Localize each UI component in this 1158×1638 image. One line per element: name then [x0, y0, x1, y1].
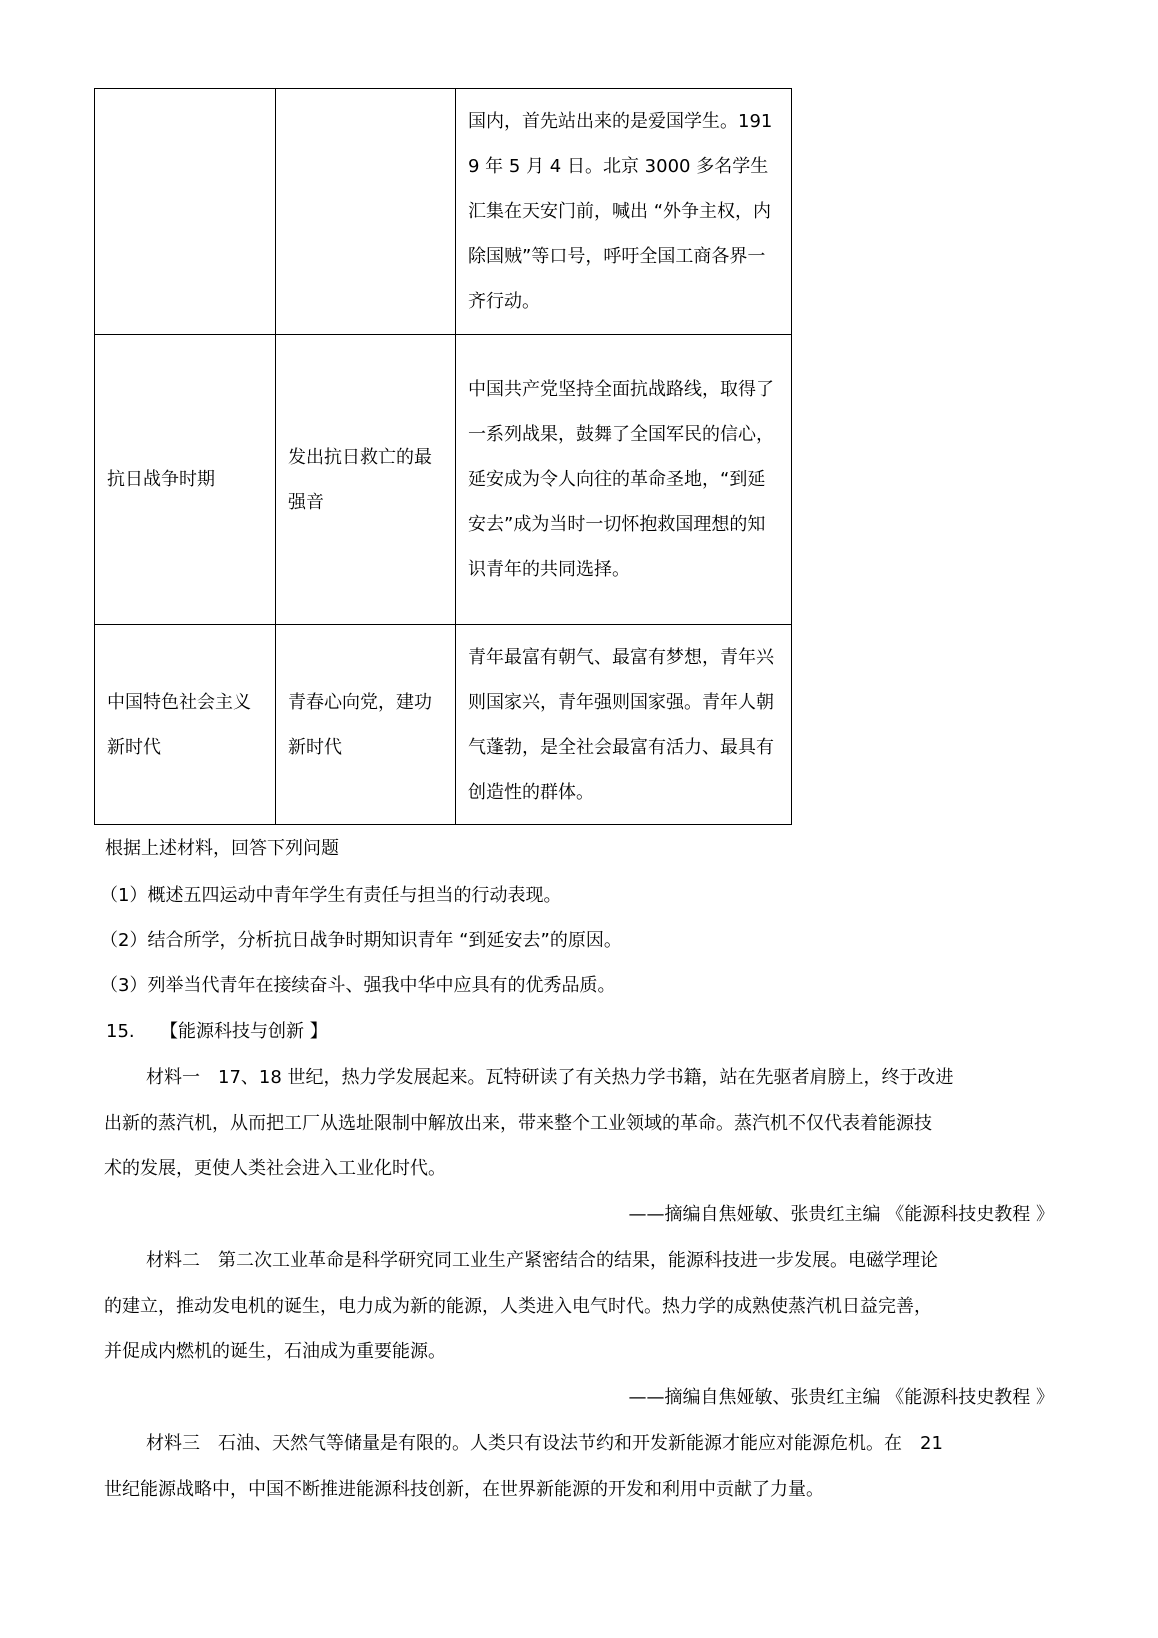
question-2: （2）结合所学，分析抗日战争时期知识青年 “到延安去”的原因。: [100, 930, 622, 951]
period-cell: 抗日战争时期: [95, 335, 276, 625]
content-cell: 国内，首先站出来的是爱国学生。1919 年 5 月 4 日。北京 3000 多名学生汇集在天安门前，喊出 “外争主权，内除国贼”等口号，呼吁全国工商各界一齐行动。: [456, 89, 792, 335]
content-cell: 青年最富有朝气、最富有梦想，青年兴则国家兴，青年强则国家强。青年人朝气蓬勃，是全社会最富有活力、最具有创造性的群体。: [456, 625, 792, 825]
question-3: （3）列举当代青年在接续奋斗、强我中华中应具有的优秀品质。: [100, 975, 616, 996]
theme-cell: 发出抗日救亡的最强音: [276, 335, 456, 625]
history-table: [94, 88, 792, 825]
period-cell: 中国特色社会主义新时代: [95, 625, 276, 825]
theme-cell: [276, 89, 456, 335]
material-2-line: 并促成内燃机的诞生，石油成为重要能源。: [104, 1341, 446, 1362]
instructions-text: 根据上述材料，回答下列问题: [105, 838, 339, 859]
material-1-line: 出新的蒸汽机，从而把工厂从选址限制中解放出来，带来整个工业领域的革命。蒸汽机不仅代表着能源技: [104, 1113, 932, 1134]
material-1-line: 术的发展，更使人类社会进入工业化时代。: [104, 1158, 446, 1179]
table-row: [95, 625, 792, 825]
theme-cell: 青春心向党，建功新时代: [276, 625, 456, 825]
period-cell: [95, 89, 276, 335]
material-2-source: ——摘编自焦娅敏、张贵红主编 《能源科技史教程 》: [628, 1387, 1054, 1408]
material-1-line: 材料一 17、18 世纪，热力学发展起来。瓦特研读了有关热力学书籍，站在先驱者肩膀上，终于改进: [146, 1067, 954, 1088]
content-cell: 中国共产党坚持全面抗战路线，取得了一系列战果，鼓舞了全国军民的信心，延安成为令人向往的革命圣地，“到延安去”成为当时一切怀抱救国理想的知识青年的共同选择。: [456, 335, 792, 625]
question-number: 15.: [106, 1021, 135, 1042]
material-3-line: 世纪能源战略中，中国不断推进能源科技创新，在世界新能源的开发和利用中贡献了力量。: [104, 1479, 824, 1500]
material-1-source: ——摘编自焦娅敏、张贵红主编 《能源科技史教程 》: [628, 1204, 1054, 1225]
material-3-line: 材料三 石油、天然气等储量是有限的。人类只有设法节约和开发新能源才能应对能源危机。在 21: [146, 1433, 943, 1454]
table-row: [95, 335, 792, 625]
table-row: [95, 89, 792, 335]
material-2-line: 的建立，推动发电机的诞生，电力成为新的能源，人类进入电气时代。热力学的成熟使蒸汽机日益完善，: [104, 1296, 932, 1317]
question-title: 【能源科技与创新 】: [160, 1021, 328, 1042]
material-2-line: 材料二 第二次工业革命是科学研究同工业生产紧密结合的结果，能源科技进一步发展。电磁学理论: [146, 1250, 938, 1271]
question-1: （1）概述五四运动中青年学生有责任与担当的行动表现。: [100, 885, 562, 906]
